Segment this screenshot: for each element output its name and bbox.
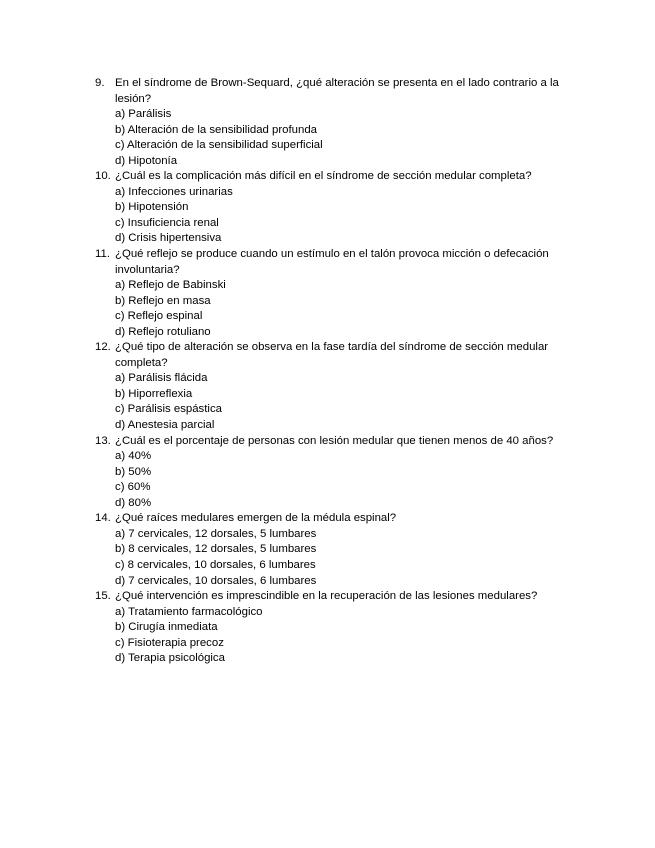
question-number: 12. <box>95 341 111 354</box>
option-list <box>95 278 585 340</box>
option-b: b) Hiporreflexia <box>115 387 193 400</box>
option-b: b) 50% <box>115 465 152 478</box>
option-list <box>95 107 585 169</box>
question-text: En el síndrome de Brown-Sequard, ¿qué alteración se presenta en el lado contrario a la lesión? <box>115 77 559 105</box>
question-number: 15. <box>95 590 111 603</box>
option-b: b) Cirugía inmediata <box>115 621 218 634</box>
option-a: a) Parálisis flácida <box>115 372 208 385</box>
question-item <box>95 511 585 589</box>
option-a: a) 7 cervicales, 12 dorsales, 5 lumbares <box>115 527 317 540</box>
option-list <box>95 185 585 247</box>
option-c: c) 60% <box>115 481 151 494</box>
question-item <box>95 247 585 340</box>
question-text: ¿Cuál es la complicación más difícil en el síndrome de sección medular completa? <box>115 170 532 183</box>
question-item <box>95 434 585 512</box>
option-list <box>95 371 585 433</box>
question-text: ¿Qué tipo de alteración se observa en la fase tardía del síndrome de sección medular completa? <box>115 341 549 369</box>
question-text: ¿Qué reflejo se produce cuando un estímulo en el talón provoca micción o defecación involuntaria? <box>115 248 549 276</box>
option-d: d) Hipotonía <box>115 154 178 167</box>
question-item <box>95 76 585 169</box>
option-a: a) Infecciones urinarias <box>115 185 233 198</box>
question-list <box>95 76 585 667</box>
question-number: 10. <box>95 170 111 183</box>
option-a: a) Reflejo de Babinski <box>115 279 226 292</box>
question-text: ¿Qué raíces medulares emergen de la médula espinal? <box>115 512 397 525</box>
option-d: d) 7 cervicales, 10 dorsales, 6 lumbares <box>115 574 317 587</box>
question-number: 9. <box>95 77 105 89</box>
question-number: 11. <box>95 248 110 261</box>
option-list <box>95 449 585 511</box>
option-a: a) Tratamiento farmacológico <box>115 605 263 618</box>
question-text: ¿Cuál es el porcentaje de personas con lesión medular que tienen menos de 40 años? <box>115 434 554 447</box>
option-c: c) Parálisis espástica <box>115 403 222 416</box>
option-d: d) Terapia psicológica <box>115 652 225 665</box>
option-b: b) Alteración de la sensibilidad profunda <box>115 123 317 136</box>
option-c: c) Reflejo espinal <box>115 310 203 323</box>
option-c: c) Alteración de la sensibilidad superficial <box>115 139 323 152</box>
option-d: d) Crisis hipertensiva <box>115 232 222 245</box>
option-b: b) Hipotensión <box>115 201 189 214</box>
option-b: b) 8 cervicales, 12 dorsales, 5 lumbares <box>115 543 317 556</box>
question-item <box>95 169 585 247</box>
option-a: a) 40% <box>115 450 152 463</box>
option-d: d) Reflejo rotuliano <box>115 325 211 338</box>
option-a: a) Parálisis <box>115 108 172 121</box>
option-list <box>95 605 585 667</box>
question-item <box>95 589 585 667</box>
option-b: b) Reflejo en masa <box>115 294 211 307</box>
question-number: 13. <box>95 434 111 447</box>
question-number: 14. <box>95 512 111 525</box>
option-d: d) 80% <box>115 496 152 509</box>
question-item <box>95 340 585 433</box>
option-c: c) Fisioterapia precoz <box>115 636 224 649</box>
option-c: c) 8 cervicales, 10 dorsales, 6 lumbares <box>115 558 316 571</box>
option-list <box>95 527 585 589</box>
option-d: d) Anestesia parcial <box>115 419 215 432</box>
question-text: ¿Qué intervención es imprescindible en la recuperación de las lesiones medulares? <box>115 590 538 603</box>
option-c: c) Insuficiencia renal <box>115 216 219 229</box>
